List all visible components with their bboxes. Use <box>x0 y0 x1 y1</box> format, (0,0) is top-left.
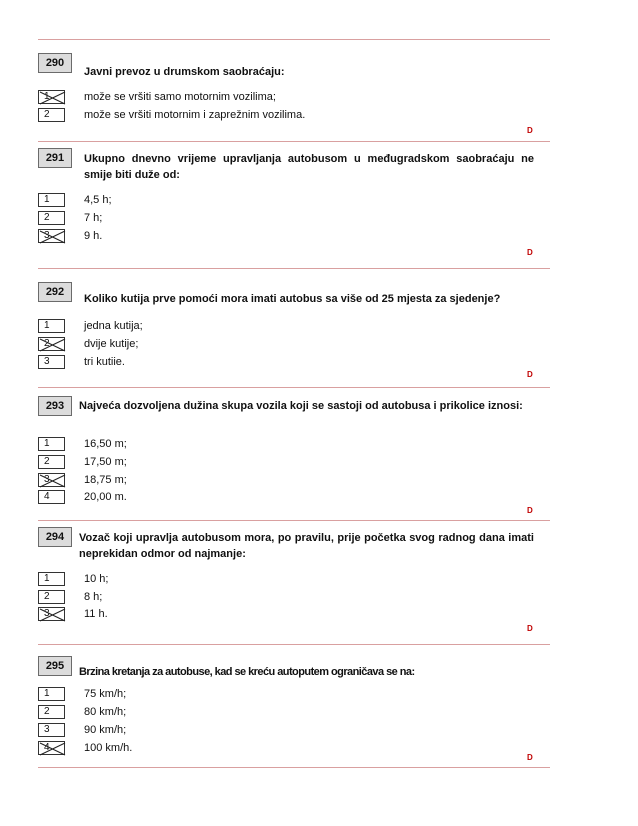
answer-checkbox[interactable]: 3 <box>38 229 65 243</box>
answer-checkbox[interactable]: 1 <box>38 90 65 104</box>
answer-checkbox[interactable]: 2 <box>38 590 65 604</box>
separator-line <box>38 39 550 40</box>
cross-mark-icon <box>39 230 66 244</box>
answer-checkbox[interactable]: 3 <box>38 355 65 369</box>
answer-text: 8 h; <box>84 591 103 603</box>
answer-option[interactable] <box>38 705 538 719</box>
answer-text: 11 h. <box>84 608 108 620</box>
answer-text: tri kutiie. <box>84 356 125 368</box>
question-number: 294 <box>38 527 72 547</box>
separator-line <box>38 268 550 269</box>
answer-checkbox[interactable]: 1 <box>38 572 65 586</box>
answer-text: 9 h. <box>84 230 103 242</box>
separator-line <box>38 141 550 142</box>
answer-option[interactable] <box>38 211 538 225</box>
answer-checkbox[interactable]: 1 <box>38 319 65 333</box>
answer-option[interactable] <box>38 473 538 487</box>
answer-text: 90 km/h; <box>84 724 127 736</box>
cross-mark-icon <box>39 608 66 622</box>
answer-checkbox[interactable]: 2 <box>38 108 65 122</box>
question-number: 290 <box>38 53 72 73</box>
answer-option[interactable] <box>38 723 538 737</box>
question-text: Javni prevoz u drumskom saobraćaju: <box>84 66 285 78</box>
answer-option[interactable] <box>38 337 538 351</box>
answer-checkbox[interactable]: 1 <box>38 437 65 451</box>
question-text: Ukupno dnevno vrijeme upravljanja autobusom u međugradskom saobraćaju ne smije biti duže od: <box>84 153 534 181</box>
question-text: Brzina kretanja za autobuse, kad se kreću autoputem ograničava se na: <box>79 666 415 678</box>
answer-option[interactable] <box>38 108 538 122</box>
question-text: Najveća dozvoljena dužina skupa vozila koji se sastoji od autobusa i prikolice iznosi: <box>79 400 523 412</box>
answer-checkbox[interactable]: 2 <box>38 455 65 469</box>
answer-option[interactable] <box>38 355 538 369</box>
question-number: 293 <box>38 396 72 416</box>
answer-checkbox[interactable]: 1 <box>38 687 65 701</box>
answer-text: 75 km/h; <box>84 688 127 700</box>
answer-checkbox[interactable]: 3 <box>38 473 65 487</box>
answer-option[interactable] <box>38 90 538 104</box>
answer-text: 20,00 m. <box>84 491 127 503</box>
separator-line <box>38 520 550 521</box>
answer-option[interactable] <box>38 319 538 333</box>
category-mark: D <box>527 506 533 515</box>
answer-text: 16,50 m; <box>84 438 127 450</box>
answer-checkbox[interactable]: 4 <box>38 741 65 755</box>
answer-option[interactable] <box>38 572 538 586</box>
cross-mark-icon <box>39 742 66 756</box>
category-mark: D <box>527 126 533 135</box>
category-mark: D <box>527 370 533 379</box>
answer-option[interactable] <box>38 229 538 243</box>
category-mark: D <box>527 624 533 633</box>
answer-text: može se vršiti motornim i zaprežnim vozilima. <box>84 109 306 121</box>
answer-option[interactable] <box>38 687 538 701</box>
answer-option[interactable] <box>38 193 538 207</box>
question-number: 295 <box>38 656 72 676</box>
separator-line <box>38 387 550 388</box>
answer-text: 17,50 m; <box>84 456 127 468</box>
category-mark: D <box>527 248 533 257</box>
answer-option[interactable] <box>38 455 538 469</box>
answer-option[interactable] <box>38 607 538 621</box>
question-number: 291 <box>38 148 72 168</box>
answer-text: 80 km/h; <box>84 706 127 718</box>
question-number: 292 <box>38 282 72 302</box>
answer-checkbox[interactable]: 4 <box>38 490 65 504</box>
separator-line <box>38 644 550 645</box>
answer-text: 100 km/h. <box>84 742 133 754</box>
answer-text: dvije kutije; <box>84 338 139 350</box>
answer-option[interactable] <box>38 590 538 604</box>
question-text: Vozač koji upravlja autobusom mora, po pravilu, prije početka svog radnog dana imati neprekidan odmor od najmanje: <box>79 532 534 560</box>
cross-mark-icon <box>39 338 66 352</box>
answer-checkbox[interactable]: 1 <box>38 193 65 207</box>
cross-mark-icon <box>39 91 66 105</box>
cross-mark-icon <box>39 474 66 488</box>
question-text: Koliko kutija prve pomoći mora imati autobus sa više od 25 mjesta za sjedenje? <box>84 293 501 305</box>
answer-checkbox[interactable]: 3 <box>38 607 65 621</box>
answer-text: može se vršiti samo motornim vozilima; <box>84 91 276 103</box>
answer-option[interactable] <box>38 490 538 504</box>
answer-text: 4,5 h; <box>84 194 112 206</box>
answer-option[interactable] <box>38 437 538 451</box>
category-mark: D <box>527 753 533 762</box>
answer-checkbox[interactable]: 3 <box>38 723 65 737</box>
answer-text: 7 h; <box>84 212 103 224</box>
answer-checkbox[interactable]: 2 <box>38 705 65 719</box>
answer-checkbox[interactable]: 2 <box>38 337 65 351</box>
separator-line <box>38 767 550 768</box>
answer-option[interactable] <box>38 741 538 755</box>
answer-checkbox[interactable]: 2 <box>38 211 65 225</box>
answer-text: jedna kutija; <box>84 320 143 332</box>
answer-text: 18,75 m; <box>84 474 127 486</box>
answer-text: 10 h; <box>84 573 109 585</box>
